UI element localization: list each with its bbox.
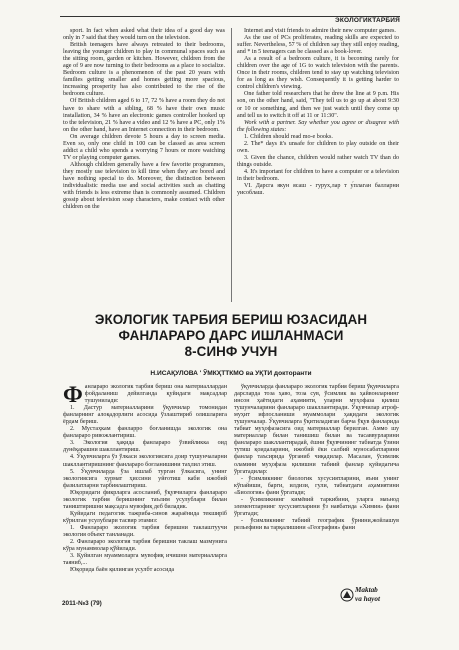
- column-divider: [231, 28, 232, 302]
- paragraph: One father told researchers that he drew the line at 9 p.m. His son, on the other hand, said, "They tell us to go up at about 9:30 or 10 or something, and then we just watch until they come up and tell us to switch it off at 11 or 11:30".: [237, 91, 399, 119]
- paragraph: 3. Экология ҳақида фанлараро ўзвийликка оид дунёқарашни шакллантириш.: [63, 440, 227, 454]
- task-item: 2. The* days it's unsafe for children to play outside on their own.: [237, 140, 399, 154]
- english-text-column-right: [237, 28, 399, 197]
- paragraph: 4. Ўқувчиларга ўз ўлкаси экологиясига доир тушунчаларни шакллантиришнинг фанлараро боғланишини таҳлил этиш.: [63, 454, 227, 468]
- lesson-closing: VI. Дарсга якун ясаш - гурух,лар т у́плаган балларни уисоблаш.: [237, 183, 399, 197]
- article-headline: [60, 312, 402, 360]
- task-item: 4. It's important for children to have a computer or a television in their bedroom.: [237, 168, 399, 182]
- article-column-left: [63, 384, 227, 574]
- paragraph: British teenagers have always retreated to their bedrooms, leaving the younger children to play in communal spaces such as the sitting room, garden or kitchen. However, children from the age of 9 are now turning to their bedrooms as a place to socialize. Bedroom culture is a phenomenon of the past 20 years with families getting smaller and homes getting more spacious, increasing prosperity has also contributed to the rise of the bedroom culture.: [63, 42, 225, 98]
- paragraph: - ўсимликнинг биологик хусусиятларини, яъни унинг кўпайиши, барги, илдизи, гули, табиатдаги аҳамиятини «Биология» фани ўргатади;: [234, 475, 399, 496]
- logo-mark-icon: [340, 588, 354, 602]
- paragraph: As the use of PCs proliferates, reading skills are expected to suffer. Nevertheless, 57 % of children say they still enjoy reading, and * in 5 teenagers can be classed as a book-lover.: [237, 35, 399, 56]
- paragraph: Юқоридаги фикрларга асосланиб, ўқувчиларга фанлараро экологик тарбия беришнинг таълим усулублари билан таништиришни мақсадга мувофиқ деб биладик.: [63, 489, 227, 510]
- paragraph: sport. In fact when asked what their idea of a good day was only in 7 said that they would turn on the television.: [63, 28, 225, 42]
- lead-text: анлараро экологик тарбия бериш она материаллардан фойдаланиш дейилганда қуйидаги мақсадлар тушунилади:: [84, 384, 227, 405]
- paragraph: 3. Қуйилган муаммоларга мувофиқ ичишни материалларга таяниб,...: [63, 553, 227, 567]
- paragraph: Internet and visit friends to admire their new computer games.: [244, 28, 396, 34]
- paragraph: Юқорида баён қилинган усулбт асосида: [70, 567, 175, 574]
- issue-number: 2011-№3 (79): [62, 600, 102, 607]
- paragraph: 1. Фанлараро экологик тарбия беришни таклаштуучи экология объект танланади.: [63, 524, 227, 538]
- section-label: ЭКОЛОГИКТАРБИЯ: [335, 17, 400, 24]
- drop-cap: Ф: [63, 382, 83, 407]
- logo-text: va hayot: [355, 595, 380, 603]
- paragraph: 1. Дастур материалларини ўқувчилар томонидан фанларнинг алоқадорлиги асосида ўзлаштириб олишларига ёрдам бериш.: [63, 405, 227, 426]
- paragraph: - ўсимликнинг табиий географик ўрнини,жойлашув рельефини ва тарқалишини «География» фани: [234, 517, 399, 531]
- paragraph: As a result of a bedroom culture, it is becoming rarely for children over the age of 1G to watch television with the parents. Once in their rooms, children tend to stay up watching television for as long as they wish. Consequently it is getting harder to control children's viewing.: [237, 56, 399, 91]
- english-text-column-left: [63, 28, 225, 211]
- article-author: Н.ИСАҚУЛОВА ' ЎМКҲТТКМО ва УҚТИ докторанти: [150, 370, 312, 377]
- paragraph: Although children generally have a few favorite programmes, they mostly use television to kill time when they are bored and have nothing special to do. Moreover, the distinction between individualistic media use and social activities such as chatting with friends is less extreme than is commonly assumed. Children gossip about television soap characters, make contact with other children on the: [63, 161, 225, 211]
- lead-paragraph: [63, 384, 227, 405]
- paragraph: 2. Фанлараро экология тарбия беришни таклаш мазмунига кўра мунаммолар қўйилади.: [63, 539, 227, 553]
- article-column-right: [234, 384, 399, 532]
- magazine-logo: [340, 586, 400, 612]
- task-instruction: Work with a partner. Say whether you agree or disagree with the following states:: [237, 119, 399, 133]
- paragraph: Of British children aged 6 to 17, 72 % have a room they do not have to share with a sibling, 68 % have their own music installation, 34 % have an electronic games controller hooked up to the television, 21 % have a video and 12 % have a PC, only 1% on the other hand, have an Internet connection in their bedroom.: [63, 98, 225, 133]
- paragraph: ўқувчиларда фанлараро экологик тарбия бериш ўқувчиларга дарсларда тоза ҳаво, тоза сув, ўсимлик ва ҳайвонларнинг инсон ҳаётидаги аҳамияти, уларни муҳофаза қилиш тушунчаларини фанлараро шакллантиради. Ўқувчилар атроф-муҳит ифлосланиши муаммолари ҳақидаги экологик тушунчалар. Ўқувчиларга ўқитиладиган барча ўқув фанларида табиат муҳофазасига оид материаллар берилган. Аммо шу материаллар билан танишиш билан ва тасаввурларини фанлараро шакллантирадай, ёшни ўқувчининг табиатда ўзини тутиш қоидаларини, ижобий ёки салбий муносабатларини фанлар таъсирида ўрганиб чиқадилар. Масалан, ўсимлик оламини муҳофаза қилишни табиий фанлар қуйидагича ўргатадилар:: [234, 384, 399, 475]
- paragraph: 2. Мустаҳкам фанларро боғланишда экологик она фанлараро ривожлантириш.: [63, 426, 227, 440]
- task-item: 1. Children should read mo-e books.: [244, 133, 333, 140]
- task-item: 3. Given the chance, children would rather watch TV than do things outside.: [237, 154, 399, 168]
- paragraph: On average children devote 5 hours a day to screen media. Even so, only one child in 100 can be classed as area screen addict a child who spends a worrying 7 hours or more watching TV or playing computer games.: [63, 133, 225, 161]
- paragraph: Қуйидаги педагогик тажриба-синов жараёнида текширіб кўрилган усулублари тасвир этамиз:: [63, 510, 227, 524]
- headline-line: 8-СИНФ УЧУН: [184, 344, 278, 359]
- headline-line: ФАНЛАРАРО ДАРС ИШЛАНМАСИ: [118, 328, 344, 343]
- headline-line: ЭКОЛОГИК ТАРБИЯ БЕРИШ ЮЗАСИДАН: [94, 312, 368, 327]
- logo-text: Maktab: [355, 586, 378, 594]
- paragraph: 5. Ўқувчиларда ўза ишлаб турган ўлкасига, унинг экологиясига хурмат ҳиссини уйғотиш каби ижобий фазилатларни тарбиялаштириш.: [63, 468, 227, 489]
- paragraph: - ўсимликнинг кимёвий таркибини, уларга маънод элементларнинг хусусиятларини ўз навбатида «Химия» фани ўргатади;: [234, 496, 399, 517]
